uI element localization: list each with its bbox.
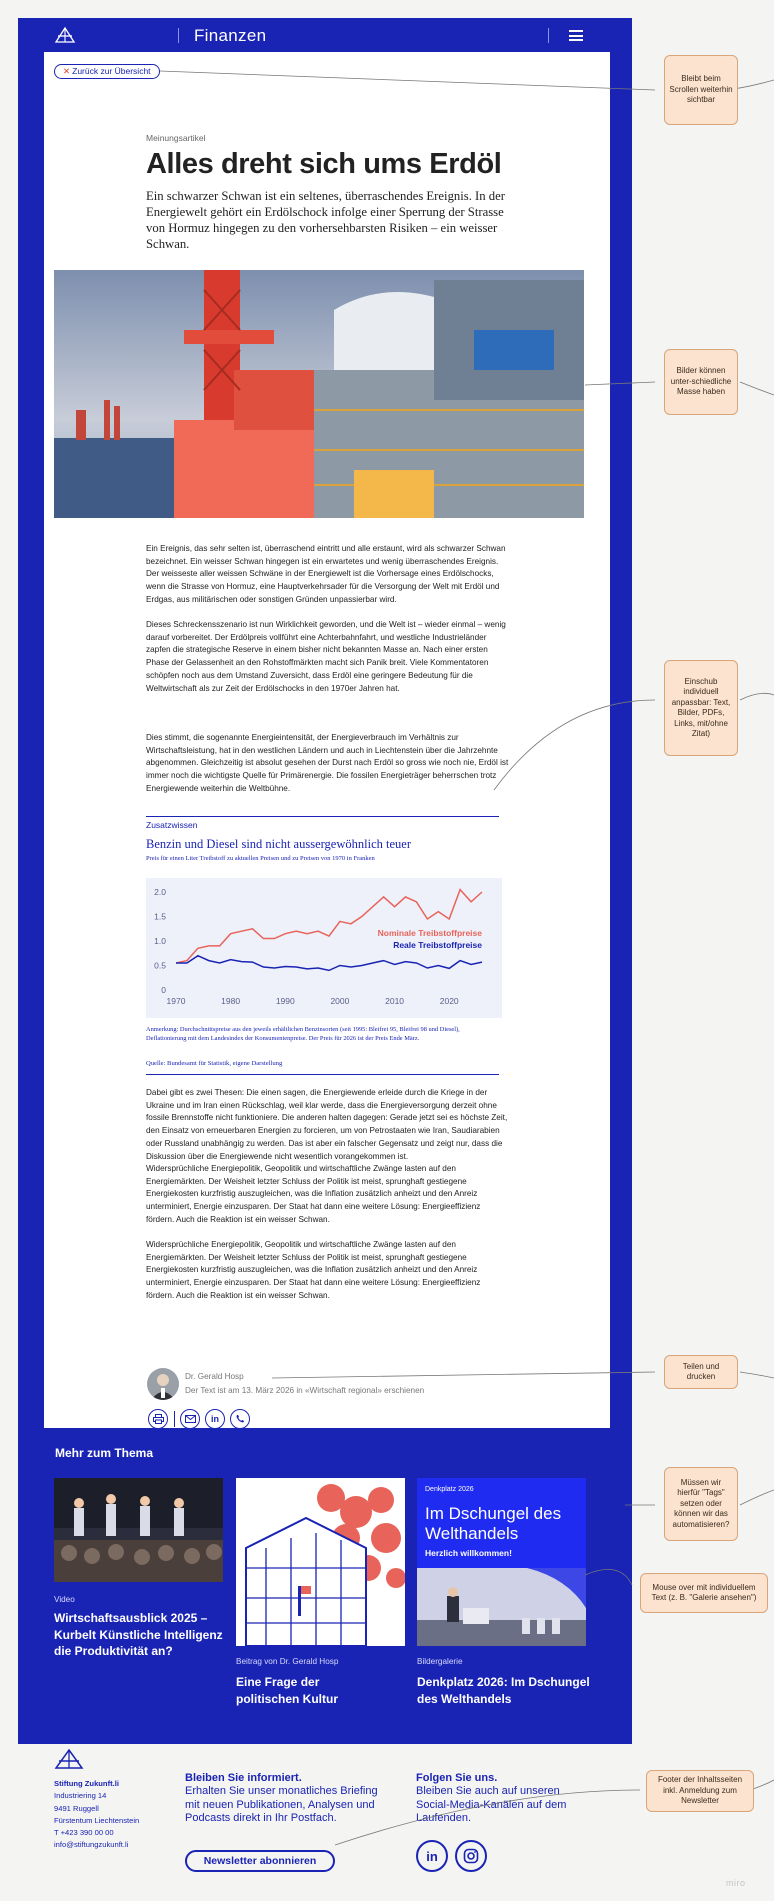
- article-lead: Ein schwarzer Schwan ist ein seltenes, überraschendes Ereignis. In der Energiewelt gehört ein Erdölschock infolge einer Sperrung der Strasse von Hormuz hingegen zu den vorhersehbarsten Risiken – ein weisser Schwan.: [146, 189, 505, 251]
- address-line: Industriering 14: [54, 1791, 107, 1801]
- newsletter-subscribe-button[interactable]: Newsletter abonnieren: [185, 1850, 335, 1872]
- x-tick-label: 2000: [330, 996, 350, 1006]
- author-meta: Der Text ist am 13. März 2026 in «Wirtschaft regional» erschienen: [185, 1386, 425, 1395]
- newsletter-text: Erhalten Sie unser monatliches Briefing mit neuen Publikationen, Analysen und Podcasts direkt in Ihr Postfach.: [185, 1785, 378, 1824]
- paragraph: Dies stimmt, die sogenannte Energieintensität, der Energieverbrauch im Verhältnis zur Wirtschaftsleistung, hat in den westlichen Ländern und auch in Liechtenstein über die Jahrzehnte abgenommen. Gleichzeitig ist absolut gesehen der Durst nach Erdöl so gross wie noch nie, Erdöl ist immer noch die wichtigste Quelle für Primärenergie. Die fossilen Energieträger beherrschen trotz Energiewende weiterhin die Weltbühne.: [146, 733, 509, 793]
- annotation-footer: Footer der Inhaltsseiten inkl. Anmeldung zum Newsletter: [646, 1770, 754, 1812]
- section-title: Finanzen: [194, 26, 267, 45]
- y-tick-label: 0: [161, 985, 166, 995]
- x-tick-label: 2020: [439, 996, 459, 1006]
- email-link[interactable]: info@stiftungzukunft.li: [54, 1840, 129, 1850]
- social-heading: Folgen Sie uns.: [416, 1772, 498, 1784]
- social-text: Bleiben Sie auch auf unseren Social-Media-Kanälen auf dem Laufenden.: [416, 1785, 567, 1824]
- card-image-headline: Im Dschungel des Welthandels: [425, 1504, 562, 1543]
- card-kicker: Bildergalerie: [417, 1657, 463, 1666]
- paragraph: Ein Ereignis, das sehr selten ist, überraschend eintritt und alle erstaunt, wird als schwarzer Schwan bezeichnet. Ein weisser Schwan hingegen ist ein erwartetes und wenig überraschendes Ereignis. Der weisseste aller weissen Schwäne in der Energiewelt ist die Vorhersage eines Erdölschocks, wenn die Strasse von Hormuz, eine Hauptverkehrsader für die Versorgung der Welt mit Erdöl und Erdgas, aus militärischen oder sonstigen Gründen unpassierbar wird.: [146, 544, 506, 604]
- paragraph: Widersprüchliche Energiepolitik, Geopolitik und wirtschaftliche Zwänge lasten auf den Energiemärkten. Der Weisheit letzter Schluss der Politik ist meist, sprunghaft gestiegene Energiekosten kurzfristig auszugleichen, was die Inflation zusätzlich anheizt und den Anreiz unterminiert, Energie einzusparen. Der Staat hat dann eine weitere Lösung: Energieeffizienz fördern. Auch die Reaktion ist ein weisser Schwan.: [146, 1164, 481, 1224]
- card-title[interactable]: Eine Frage der politischen Kultur: [236, 1675, 338, 1706]
- paragraph: Dabei gibt es zwei Thesen: Die einen sagen, die Energiewende erleide durch die Kriege in der Ukraine und im Iran einen Rückschlag, weil klar werde, dass die Energieversorgung derzeit ohne fossile Brennstoffe nicht funktioniere. Die anderen halten dagegen: Gerade jetzt sei es höchste Zeit, den Einsatz von erneuerbaren Energien zu forcieren, um von Petrostaaten wie Iran, Saudiarabien oder Russland unabhängig zu werden. Das ist aber ein falscher Gegensatz und zeigt nur, dass die Diskussion über die Energiewende nicht wesentlich vorangekommen ist.: [146, 1088, 508, 1161]
- org-name: Stiftung Zukunft.li: [54, 1779, 119, 1788]
- x-tick-label: 1970: [166, 996, 186, 1006]
- back-button-label: Zurück zur Übersicht: [72, 66, 151, 76]
- phone[interactable]: T +423 390 00 00: [54, 1828, 114, 1838]
- card-image-overline: Denkplatz 2026: [425, 1486, 474, 1493]
- x-tick-label: 1980: [221, 996, 241, 1006]
- address-line: Fürstentum Liechtenstein: [54, 1815, 140, 1825]
- y-tick-label: 1.0: [154, 936, 166, 946]
- card-image-tagline: Herzlich willkommen!: [425, 1548, 512, 1558]
- linkedin-icon[interactable]: in: [416, 1840, 448, 1872]
- article-kicker: Meinungsartikel: [146, 133, 206, 143]
- infobox-note: Anmerkung: Durchschnittspreise aus den jeweils erhältlichen Benzinsorten (seit 1995: Bleifrei 95, Bleifrei 98 und Diesel), Deflationierung mit dem Landesindex der Konsumentenpreise. Der Preis für 2026 ist der Preis Ende März.: [146, 1026, 460, 1042]
- card-kicker: Beitrag von Dr. Gerald Hosp: [236, 1657, 339, 1666]
- annotation-share: Teilen und drucken: [664, 1355, 738, 1389]
- y-tick-label: 1.5: [154, 911, 166, 922]
- infobox-source: Quelle: Bundesamt für Statistik, eigene Darstellung: [146, 1060, 283, 1067]
- x-tick-label: 2010: [385, 996, 405, 1006]
- paragraph: Widersprüchliche Energiepolitik, Geopolitik und wirtschaftliche Zwänge lasten auf den Energiemärkten. Der Weisheit letzter Schluss der Politik ist meist, sprunghaft gestiegene Energiekosten kurzfristig auszugleichen, was die Inflation zusätzlich anheizt und den Anreiz unterminiert, Energie einzusparen. Der Staat hat dann eine weitere Lösung: Energieeffizienz fördern. Auch die Reaktion ist ein weisser Schwan.: [146, 1240, 481, 1300]
- legend-label: Nominale Treibstoffpreise: [377, 928, 482, 938]
- linkedin-icon[interactable]: in: [205, 1409, 225, 1429]
- annotation-tags: Müssen wir hierfür "Tags" setzen oder können wir das automatisieren?: [664, 1467, 738, 1541]
- y-tick-label: 2.0: [154, 887, 166, 897]
- card-kicker: Video: [54, 1595, 75, 1604]
- legend-label: Reale Treibstoffpreise: [393, 940, 482, 950]
- close-icon: ✕: [63, 66, 71, 76]
- more-section-title: Mehr zum Thema: [55, 1446, 154, 1460]
- annotation-mouseover: Mouse over mit individuellem Text (z. B. "Galerie ansehen"): [640, 1573, 768, 1613]
- card-title[interactable]: Wirtschaftsausblick 2025 – Kurbelt Künstliche Intelligenz die Produktivität an?: [54, 1611, 223, 1658]
- newsletter-heading: Bleiben Sie informiert.: [185, 1772, 302, 1784]
- annotation-inserts: Einschub individuell anpassbar: Text, Bilder, PDFs, Links, mit/ohne Zitat): [664, 660, 738, 756]
- author-name: Dr. Gerald Hosp: [185, 1372, 244, 1381]
- annotation-images: Bilder können unter-schiedliche Masse haben: [664, 349, 738, 415]
- address-line: 9491 Ruggell: [54, 1803, 99, 1813]
- paragraph: Dieses Schreckensszenario ist nun Wirklichkeit geworden, und die Welt ist – wieder einmal – wenig darauf vorbereitet. Der Erdölpreis vollführt eine Achterbahnfahrt, und westliche Industrieländer zapfen die strategische Reserve in einem bisher nicht bekannten Masse an. Nach einer ersten Phase der Gelassenheit an den Rohstoffmärkten macht sich Panik breit. Viele Kommentatoren schöpfen noch aus dem Umstand Zuversicht, dass Erdöl eine geringere Bedeutung für die Weltwirtschaft als zur Zeit der Erdölschocks in den 1970er Jahren hat.: [146, 620, 506, 693]
- miro-watermark: miro: [726, 1878, 746, 1888]
- annotation-sticky-back: Bleibt beim Scrollen weiterhin sichtbar: [664, 55, 738, 125]
- infobox-kicker: Zusatzwissen: [146, 820, 198, 830]
- infobox-title: Benzin und Diesel sind nicht aussergewöhnlich teuer: [146, 837, 411, 851]
- card-title[interactable]: Denkplatz 2026: Im Dschungel des Welthandels: [417, 1675, 590, 1706]
- article-headline: Alles dreht sich ums Erdöl: [146, 148, 502, 180]
- infobox-subtitle: Preis für einen Liter Treibstoff zu aktuellen Preisen und zu Preisen von 1970 in Franken: [146, 855, 375, 862]
- x-tick-label: 1990: [275, 996, 295, 1006]
- y-tick-label: 0.5: [154, 960, 166, 971]
